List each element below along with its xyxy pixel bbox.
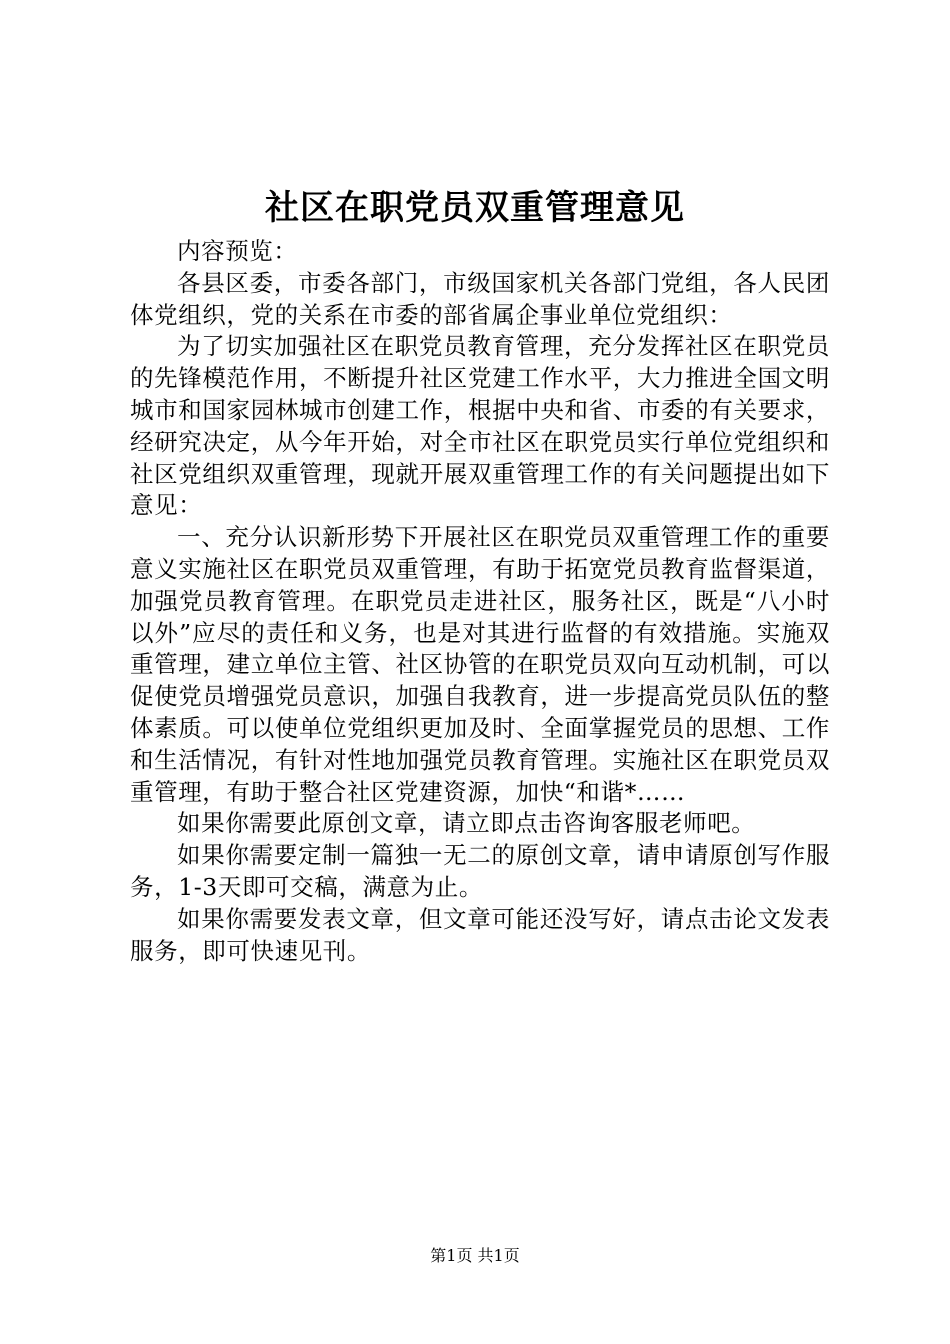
document-body [130,236,830,967]
section-one-paragraph: 一、充分认识新形势下开展社区在职党员双重管理工作的重要意义实施社区在职党员双重管理，有助于拓宽党员教育监督渠道，加强党员教育管理。在职党员走进社区，服务社区，既是“八小时以外”应尽的责任和义务，也是对其进行监督的有效措施。实施双重管理，建立单位主管、社区协管的在职党员双向互动机制，可以促使党员增强党员意识，加强自我教育，进一步提高党员队伍的整体素质。可以使单位党组织更加及时、全面掌握党员的思想、工作和生活情况，有针对性地加强党员教育管理。实施社区在职党员双重管理，有助于整合社区党建资源，加快“和谐*…… [130,523,830,806]
preview-label: 内容预览： [177,237,298,265]
consult-paragraph: 如果你需要此原创文章，请立即点击咨询客服老师吧。 [177,809,756,838]
page-number-footer: 第1页 共1页 [430,1246,520,1265]
document-title: 社区在职党员双重管理意见 [265,188,685,228]
custom-writing-paragraph: 如果你需要定制一篇独一无二的原创文章，请申请原创写作服务，1-3天即可交稿，满意为止。 [130,841,830,901]
publishing-paragraph: 如果你需要发表文章，但文章可能还没写好，请点击论文发表服务，即可快速见刊。 [130,904,830,965]
addressee-paragraph: 各县区委，市委各部门，市级国家机关各部门党组，各人民团体党组织，党的关系在市委的部省属企事业单位党组织： [130,268,830,329]
intro-paragraph: 为了切实加强社区在职党员教育管理，充分发挥社区在职党员的先锋模范作用，不断提升社区党建工作水平，大力推进全国文明城市和国家园林城市创建工作，根据中央和省、市委的有关要求，经研究决定，从今年开始，对全市社区在职党员实行单位党组织和社区党组织双重管理，现就开展双重管理工作的有关问题提出如下意见： [130,332,830,520]
